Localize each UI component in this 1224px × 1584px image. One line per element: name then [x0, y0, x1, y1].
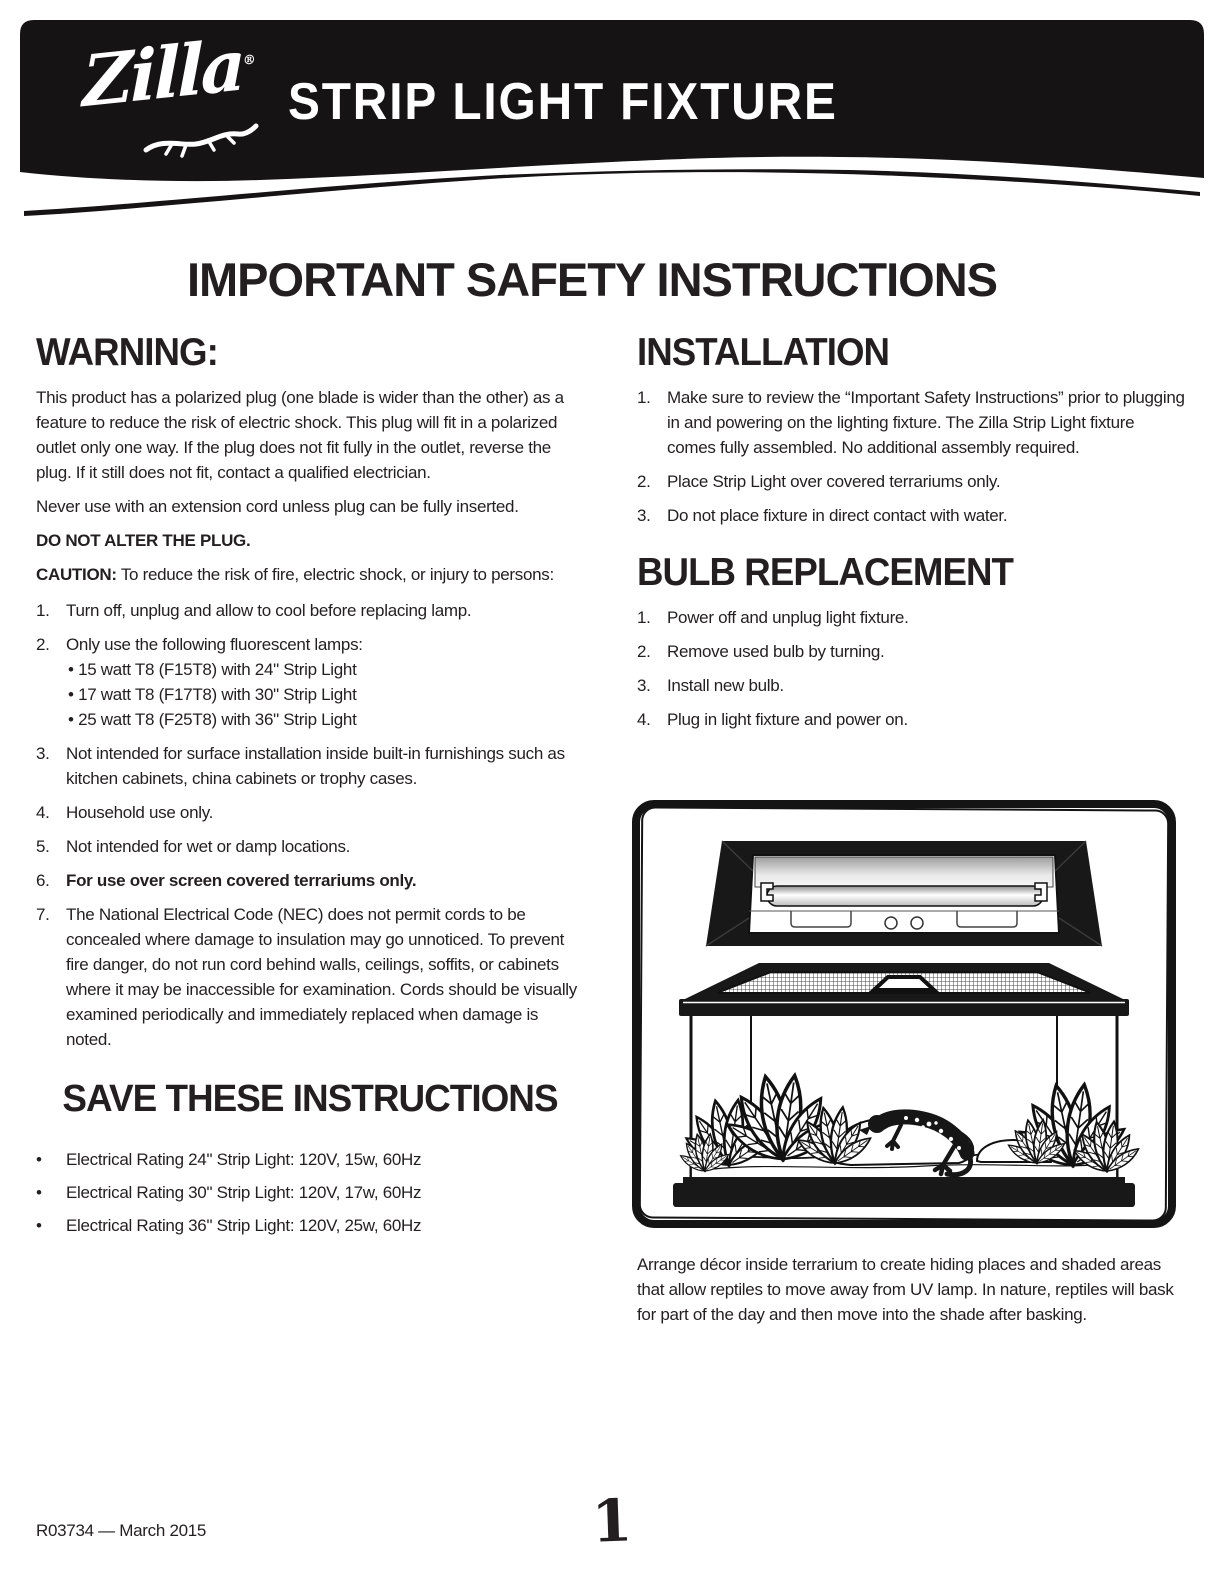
page-number: 1	[590, 1486, 634, 1556]
caution-note	[36, 562, 584, 587]
list-item: 1. Make sure to review the “Important Safety Instructions” prior to plugging in and powering on the lighting fixture. The Zilla Strip Light fixture comes fully assembled. No additional assembly required.	[637, 388, 1185, 457]
list-item: 3. Install new bulb.	[637, 676, 784, 695]
electrical-ratings-list	[36, 1147, 584, 1238]
list-item: 1. Turn off, unplug and allow to cool before replacing lamp.	[36, 601, 472, 620]
list-item: • Electrical Rating 30" Strip Light: 120V, 17w, 60Hz	[36, 1180, 584, 1205]
caution-label: CAUTION:	[36, 565, 117, 584]
list-item: 7. The National Electrical Code (NEC) does not permit cords to be concealed where damage to insulation may go unnoticed. To prevent fire danger, do not run cord behind walls, ceilings, soffits, or cabinets where it may be inaccessible for examination. Cords should be visually examined periodically and immediately replaced when damage is noted.	[36, 905, 577, 1049]
page-title: IMPORTANT SAFETY INSTRUCTIONS	[186, 253, 998, 306]
list-item: • Electrical Rating 24" Strip Light: 120V, 15w, 60Hz	[36, 1147, 584, 1172]
do-not-alter-plug-note: DO NOT ALTER THE PLUG.	[36, 531, 251, 550]
list-item: 5. Not intended for wet or damp locations.	[36, 837, 351, 856]
screen-cover-drawing	[679, 963, 1129, 1016]
list-item: 2. Only use the following fluorescent lamps: • 15 watt T8 (F15T8) with 24" Strip Light • 17 watt T8 (F17T8) with 30" Strip Light • 25 watt T8 (F25T8) with 36" Strip Light	[36, 632, 584, 732]
terrarium-figure-svg	[625, 793, 1185, 1237]
strip-light-fixture-drawing	[706, 841, 1102, 946]
header-banner	[20, 20, 1204, 220]
caution-text: To reduce the risk of fire, electric shock, or injury to persons:	[116, 565, 554, 584]
list-item: • Electrical Rating 36" Strip Light: 120V, 25w, 60Hz	[36, 1213, 584, 1238]
installation-heading: INSTALLATION	[637, 331, 890, 374]
list-item: 4. Household use only.	[36, 803, 214, 822]
save-instructions-heading: SAVE THESE INSTRUCTIONS	[62, 1078, 558, 1120]
list-item: 3. Do not place fixture in direct contact with water.	[637, 506, 1008, 525]
warning-heading: WARNING:	[36, 331, 218, 374]
list-item: 4. Plug in light fixture and power on.	[637, 710, 908, 729]
product-title: STRIP LIGHT FIXTURE	[288, 73, 838, 131]
list-item: 1. Power off and unplug light fixture.	[637, 608, 909, 627]
lamp-options-list: • 15 watt T8 (F15T8) with 24" Strip Light • 17 watt T8 (F17T8) with 30" Strip Light • 25 watt T8 (F25T8) with 36" Strip Light	[66, 657, 584, 732]
terrarium-illustration	[625, 793, 1185, 1237]
warning-section	[36, 333, 584, 1246]
list-item: 2. Place Strip Light over covered terrariums only.	[637, 472, 1001, 491]
zilla-logo	[82, 23, 312, 168]
list-item: 3. Not intended for surface installation inside built-in furnishings such as kitchen cabinets, china cabinets or trophy cases.	[36, 744, 565, 788]
zilla-logo-text: Zilla®	[82, 23, 256, 124]
figure-caption: Arrange décor inside terrarium to create hiding places and shaded areas that allow reptiles to move away from UV lamp. In nature, reptiles will bask for part of the day and then move into the shade after basking.	[637, 1255, 1174, 1324]
document-reference: R03734 — March 2015	[36, 1521, 207, 1540]
list-item: 2. Remove used bulb by turning.	[637, 642, 885, 661]
warning-list	[36, 598, 584, 1052]
installation-list	[637, 385, 1185, 528]
registered-mark: ®	[242, 52, 256, 69]
terrarium-tank-drawing	[673, 1016, 1141, 1207]
warning-paragraph-2: Never use with an extension cord unless plug can be fully inserted.	[36, 497, 519, 516]
bulb-replacement-heading: BULB REPLACEMENT	[637, 551, 1013, 594]
bulb-replacement-list	[637, 605, 1185, 732]
list-item: 6. For use over screen covered terrariums only.	[36, 871, 417, 890]
installation-section	[637, 333, 1185, 1327]
warning-paragraph-1: This product has a polarized plug (one blade is wider than the other) as a feature to reduce the risk of electric shock. This plug will fit in a polarized outlet only one way. If the plug does not fit fully in the outlet, reverse the plug. If it still does not fit, contact a qualified electrician.	[36, 388, 564, 482]
lizard-icon	[142, 120, 262, 164]
